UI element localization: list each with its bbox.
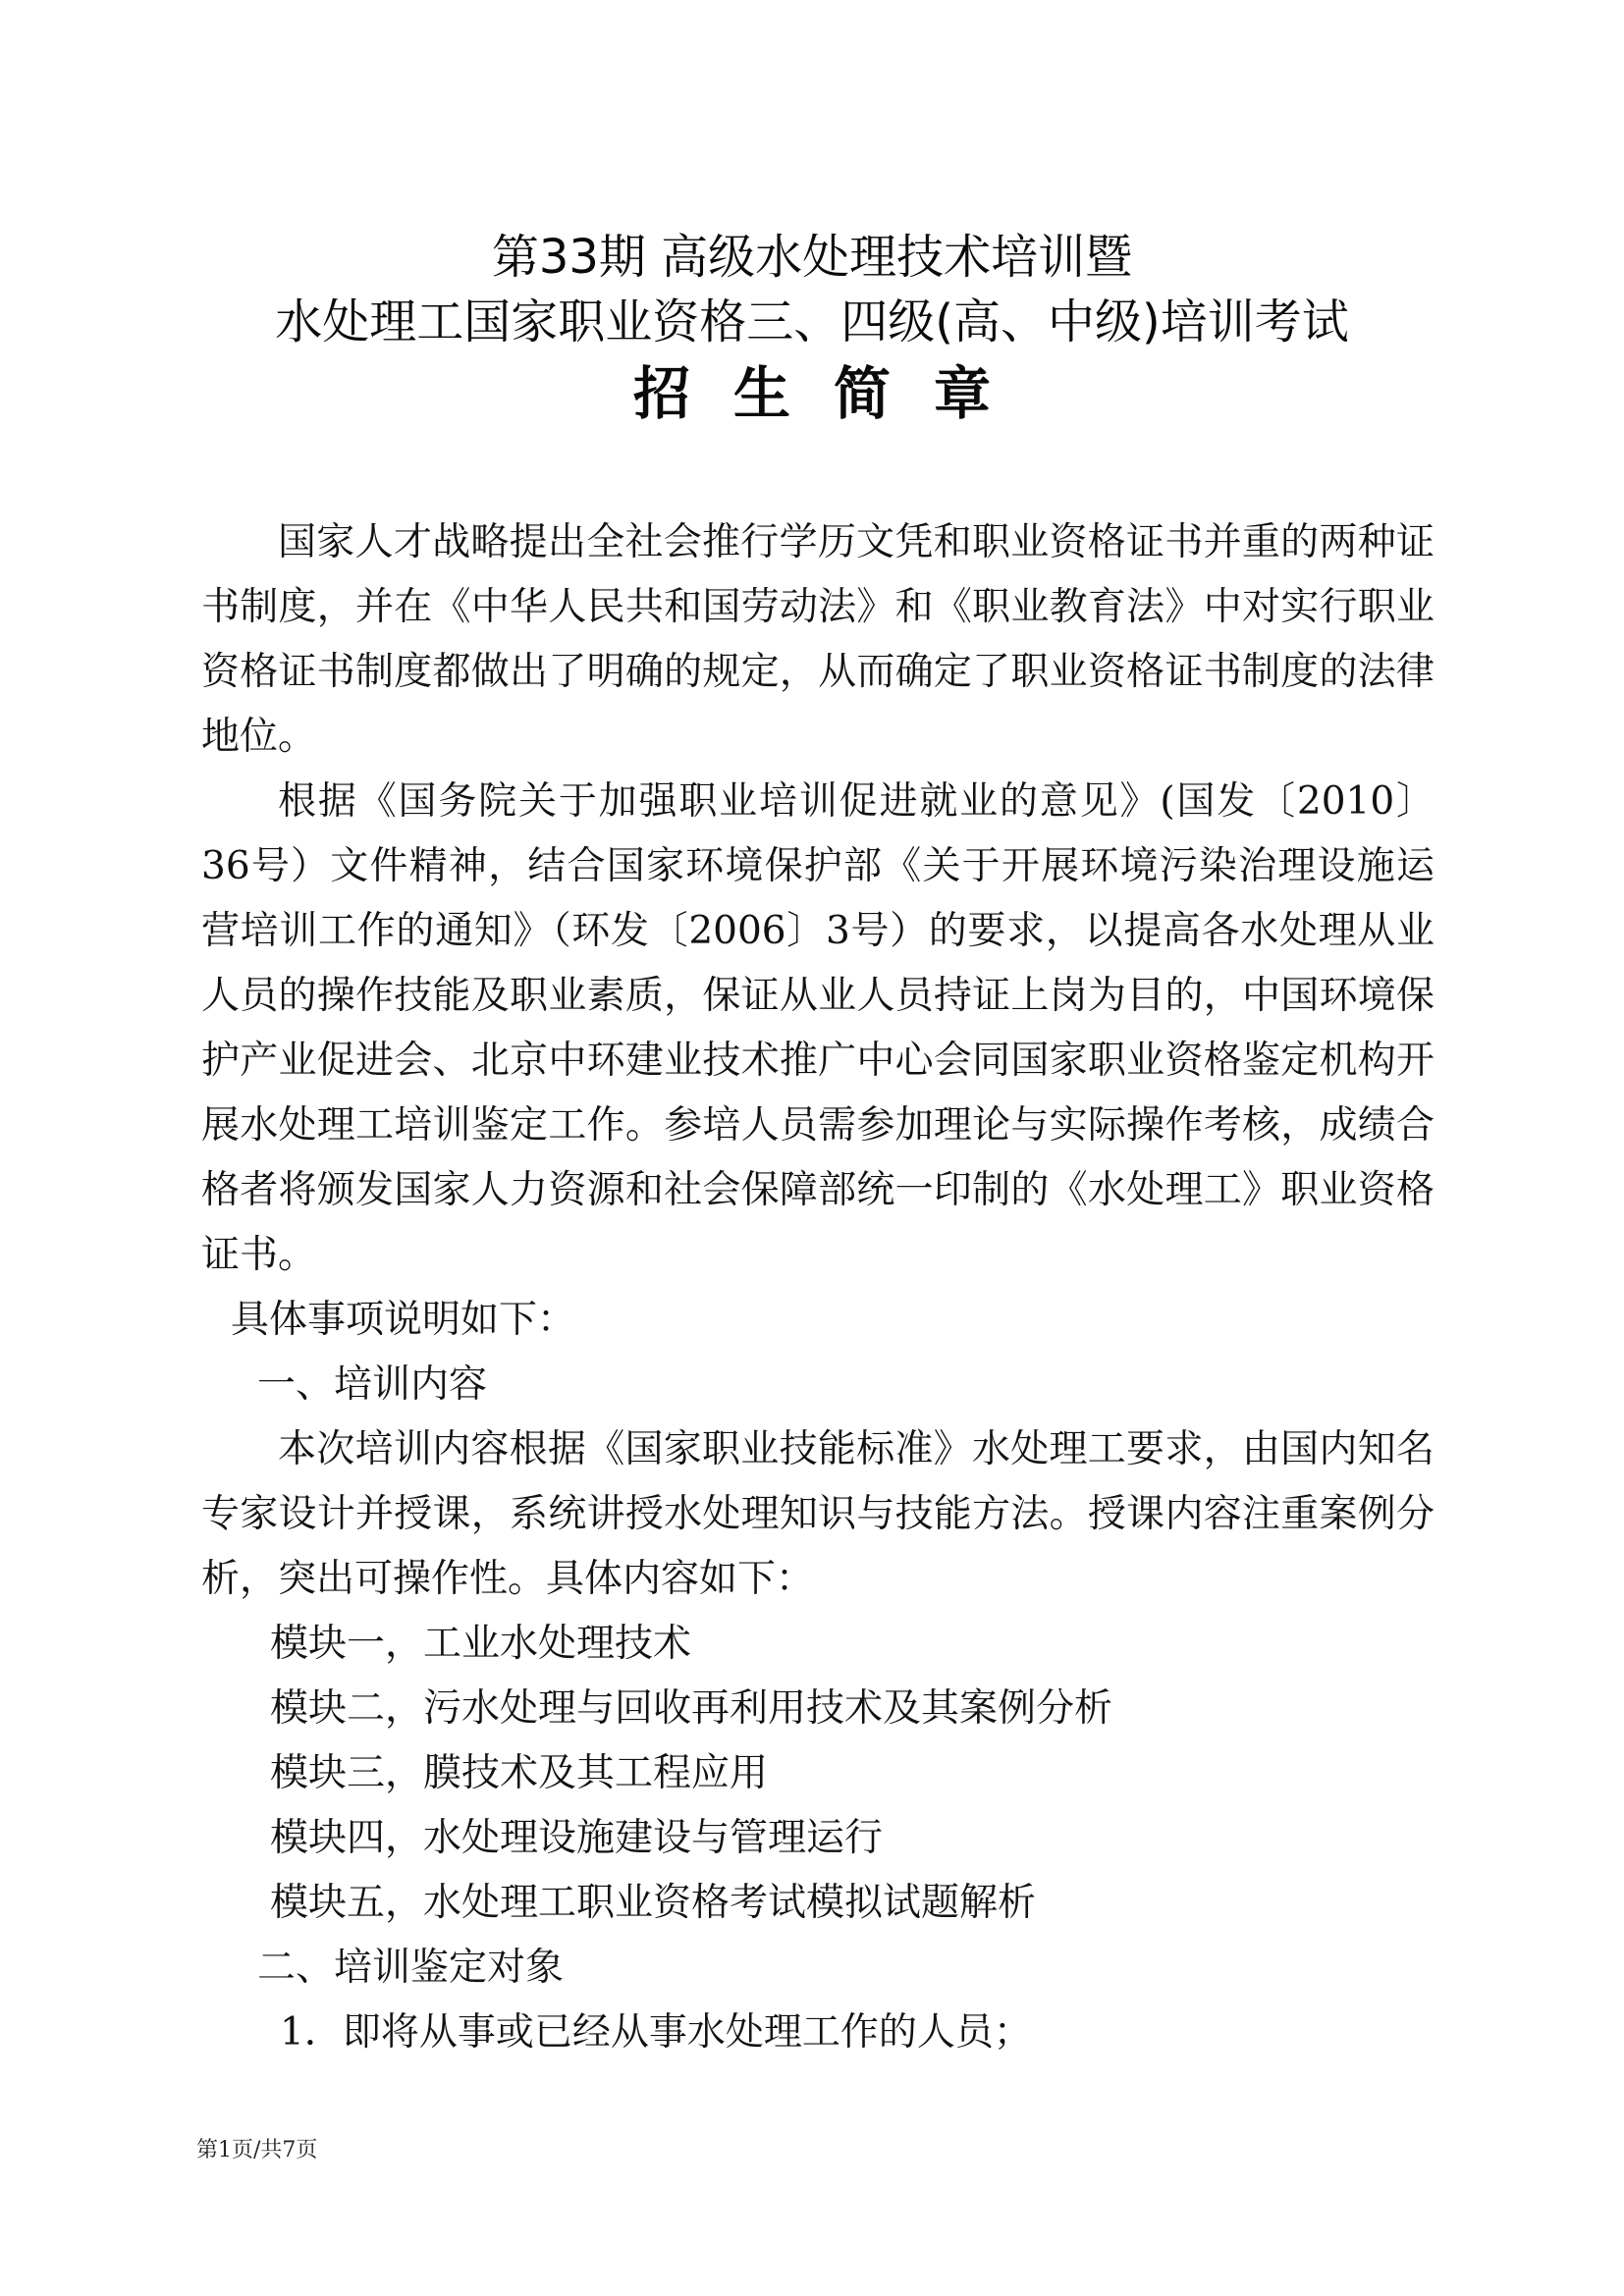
section-2-heading: 二、培训鉴定对象 (257, 1946, 565, 1990)
intro-line: 具体事项说明如下： (231, 1298, 576, 1342)
module-item: 模块一，工业水处理技术 (270, 1622, 692, 1666)
paragraph-3: 本次培训内容根据《国家职业技能标准》水处理工要求，由国内知名专家设计并授课，系统讲授水处理知识与技能方法。授课内容注重案例分析，突出可操作性。具体内容如下： (201, 1427, 1435, 1601)
title-line-1: 第33期 高级水处理技术培训暨 (491, 230, 1133, 285)
paragraph-2: 根据《国务院关于加强职业培训促进就业的意见》(国发〔2010〕36号）文件精神，结合国家环境保护部《关于开展环境污染治理设施运营培训工作的通知》（环发〔2006〕3号）的要求，以提高各水处理从业人员的操作技能及职业素质，保证从业人员持证上岗为目的，中国环境保护产业促进会、北京中环建业技术推广中心会同国家职业资格鉴定机构开展水处理工培训鉴定工作。参培人员需参加理论与实际操作考核，成绩合格者将颁发国家人力资源和社会保障部统一印制的《水处理工》职业资格证书。 (201, 779, 1435, 1277)
module-item: 模块三，膜技术及其工程应用 (270, 1751, 769, 1795)
section-1-heading: 一、培训内容 (257, 1362, 488, 1407)
list-item-1: 1．即将从事或已经从事水处理工作的人员； (280, 2010, 1032, 2055)
paragraph-1: 国家人才战略提出全社会推行学历文凭和职业资格证书并重的两种证书制度，并在《中华人民共和国劳动法》和《职业教育法》中对实行职业资格证书制度都做出了明确的规定，从而确定了职业资格证书制度的法律地位。 (201, 520, 1435, 759)
module-item: 模块二，污水处理与回收再利用技术及其案例分析 (270, 1686, 1113, 1731)
module-item: 模块五，水处理工职业资格考试模拟试题解析 (270, 1881, 1037, 1925)
page-number: 第1页/共7页 (196, 2138, 318, 2163)
title-line-3: 招生简章 (632, 360, 1034, 427)
title-line-2: 水处理工国家职业资格三、四级(高、中级)培训考试 (275, 294, 1349, 349)
module-item: 模块四，水处理设施建设与管理运行 (270, 1816, 884, 1860)
